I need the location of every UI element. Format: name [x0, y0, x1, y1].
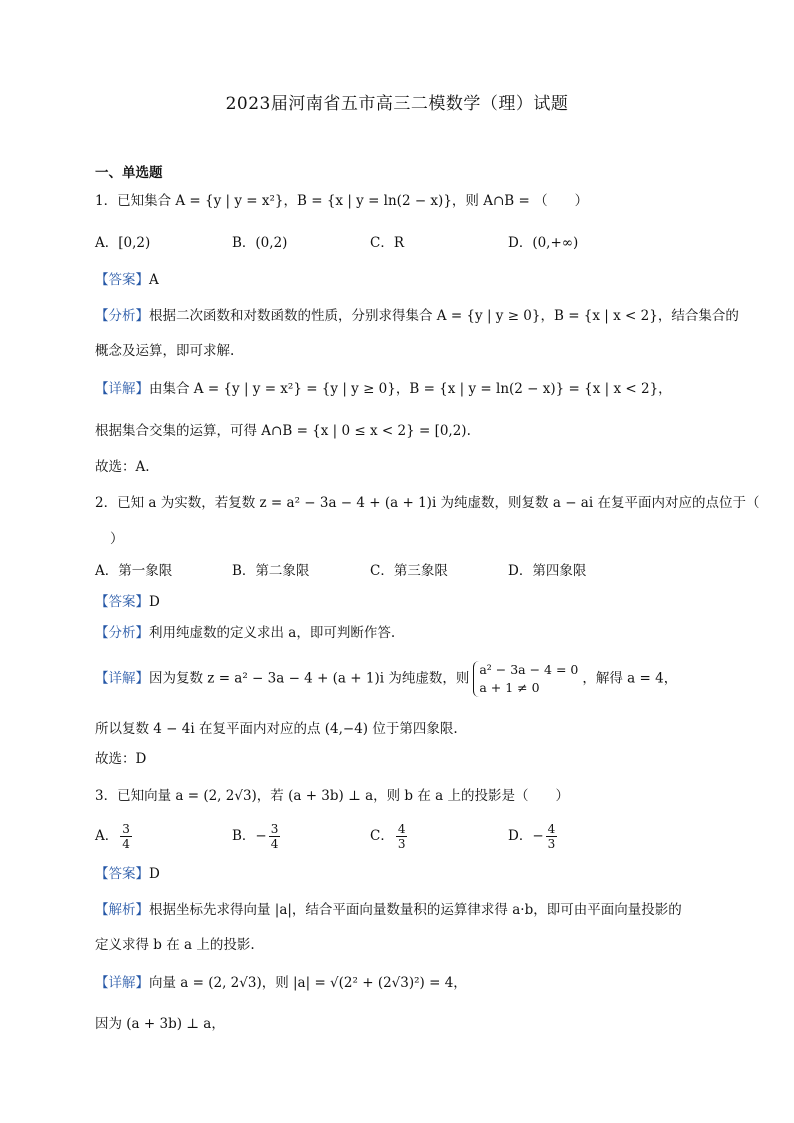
q2-option-a: A．第一象限	[95, 563, 173, 579]
q3-jiexi-line-1	[95, 900, 682, 920]
q2-detail-line-1	[95, 661, 677, 697]
fraction	[546, 822, 558, 851]
denominator: 3	[547, 837, 556, 851]
q3-option-d	[508, 822, 559, 851]
answer-tag: 【答案】	[95, 866, 149, 882]
equation-1: a² − 3a − 4 = 0	[479, 662, 579, 677]
detail-tag: 【详解】	[95, 381, 149, 397]
q1-option-d: D．(0,+∞)	[508, 235, 579, 251]
q2-answer	[95, 592, 160, 612]
q1-option-b: B．(0,2)	[232, 235, 288, 251]
page-title: 2023届河南省五市高三二模数学（理）试题	[225, 94, 569, 114]
jiexi-tag: 【解析】	[95, 902, 149, 918]
denominator: 4	[122, 837, 130, 851]
option-label: A．	[95, 828, 119, 844]
answer-value: D	[149, 594, 160, 610]
q1-detail-line-1	[95, 379, 672, 399]
q3-answer	[95, 864, 160, 884]
denominator: 3	[397, 837, 406, 851]
section-heading: 一、单选题	[95, 165, 163, 181]
detail-result: ，解得 a = 4，	[582, 670, 678, 687]
q3-jiexi-line-2: 定义求得 b 在 a 上的投影.	[95, 937, 255, 953]
analysis-text: 利用纯虚数的定义求出 a，即可判断作答.	[149, 625, 396, 641]
analysis-tag: 【分析】	[95, 308, 149, 324]
detail-text: 由集合 A = {y | y = x²} = {y | y ≥ 0}，B = {x | y = ln(2 − x)} = {x | x < 2}，	[149, 381, 672, 397]
q2-analysis	[95, 623, 395, 643]
q3-detail-line-2: 因为 (a + 3b) ⊥ a，	[95, 1016, 225, 1032]
fraction	[269, 822, 281, 851]
q3-option-a	[95, 822, 134, 851]
detail-text: 因为复数 z = a² − 3a − 4 + (a + 1)i 为纯虚数，则	[149, 670, 470, 687]
fraction	[396, 822, 408, 851]
q3-detail-line-1	[95, 973, 467, 993]
detail-tag: 【详解】	[95, 670, 149, 687]
answer-tag: 【答案】	[95, 272, 149, 288]
q1-choose: 故选：A.	[95, 459, 150, 475]
equation-2: a + 1 ≠ 0	[479, 680, 540, 695]
option-label: D．−	[508, 828, 544, 844]
q2-option-c: C．第三象限	[370, 563, 448, 579]
option-label: C．	[370, 828, 394, 844]
q1-answer	[95, 270, 159, 290]
q1-analysis-line-1	[95, 306, 739, 326]
question-2-stem-line-2: ）	[110, 531, 124, 547]
q1-option-a: A．[0,2)	[95, 235, 151, 251]
detail-tag: 【详解】	[95, 975, 149, 991]
q3-option-b	[232, 822, 282, 851]
numerator: 4	[547, 822, 556, 836]
analysis-text: 根据二次函数和对数函数的性质，分别求得集合 A = {y | y ≥ 0}，B = {x | x < 2}，结合集合的	[149, 308, 739, 324]
numerator: 3	[270, 822, 279, 836]
q1-detail-line-2: 根据集合交集的运算，可得 A∩B = {x | 0 ≤ x < 2} = [0,2).	[95, 423, 471, 439]
question-1-stem: 1．已知集合 A = {y | y = x²}，B = {x | y = ln(2 − x)}，则 A∩B = （ ）	[95, 193, 589, 209]
question-3-stem: 3．已知向量 a = (2, 2√3)，若 (a + 3b) ⊥ a，则 b 在 a 上的投影是（ ）	[95, 788, 569, 804]
answer-value: D	[149, 866, 160, 882]
detail-text: 向量 a = (2, 2√3)，则 |a| = √(2² + (2√3)²) = 4，	[149, 975, 467, 991]
q2-option-d: D．第四象限	[508, 563, 587, 579]
q2-choose: 故选：D	[95, 751, 147, 767]
option-label: B．−	[232, 828, 267, 844]
answer-tag: 【答案】	[95, 594, 149, 610]
question-2-stem-line-1: 2．已知 a 为实数，若复数 z = a² − 3a − 4 + (a + 1)i 为纯虚数，则复数 a − ai 在复平面内对应的点位于（	[95, 495, 760, 511]
q2-detail-line-2: 所以复数 4 − 4i 在复平面内对应的点 (4,−4) 位于第四象限.	[95, 721, 458, 737]
q3-option-c	[370, 822, 409, 851]
q1-option-c: C．R	[370, 235, 404, 251]
numerator: 3	[122, 822, 130, 836]
equation-system	[473, 661, 578, 697]
numerator: 4	[397, 822, 406, 836]
fraction	[120, 822, 132, 851]
analysis-tag: 【分析】	[95, 625, 149, 641]
q2-option-b: B．第二象限	[232, 563, 310, 579]
denominator: 4	[270, 837, 279, 851]
answer-value: A	[149, 272, 159, 288]
q1-analysis-line-2: 概念及运算，即可求解.	[95, 343, 235, 359]
jiexi-text: 根据坐标先求得向量 |a|，结合平面向量数量积的运算律求得 a·b，即可由平面向量投影的	[149, 902, 682, 918]
